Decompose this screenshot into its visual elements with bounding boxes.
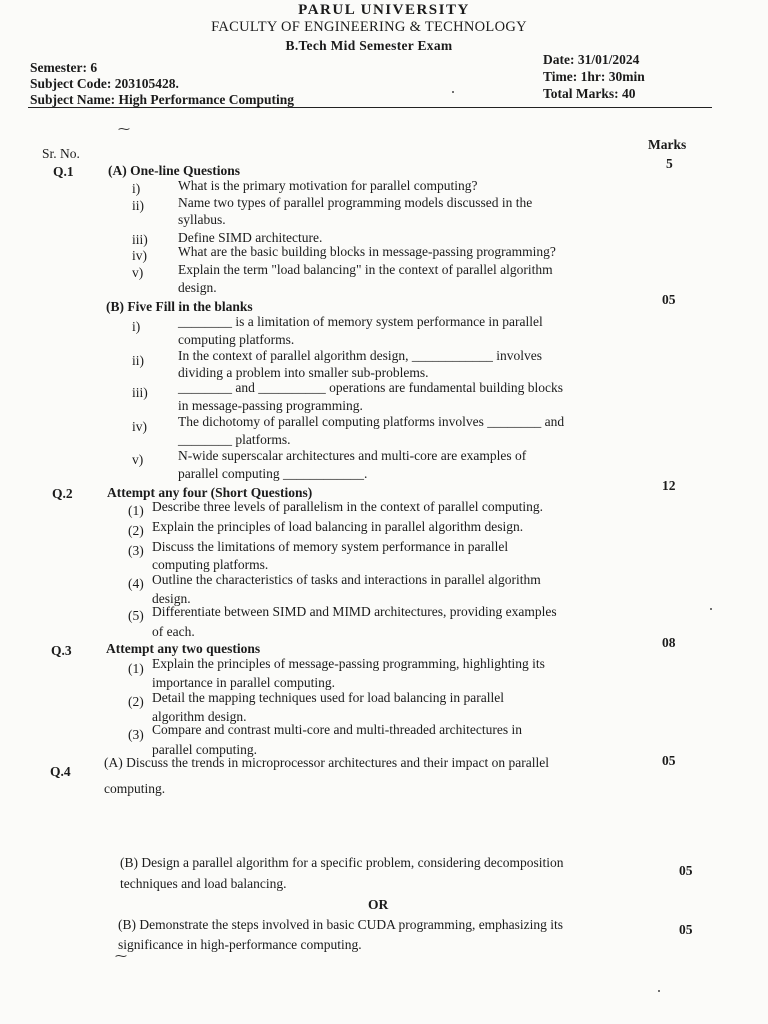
subject-name: Subject Name: High Performance Computing <box>30 92 294 107</box>
list-number: (1) <box>128 661 144 676</box>
list-item: Compare and contrast multi-core and multi-threaded architectures in <box>152 722 522 737</box>
exam-time: Time: 1hr: 30min <box>543 69 645 84</box>
pen-mark-icon: ⁓ <box>115 949 127 963</box>
list-item: Explain the term "load balancing" in the context of parallel algorithm <box>178 262 553 277</box>
list-item: What is the primary motivation for parallel computing? <box>178 178 478 193</box>
sr-no-heading: Sr. No. <box>42 146 80 161</box>
header-rule <box>28 107 712 108</box>
list-number: (5) <box>128 608 144 623</box>
semester: Semester: 6 <box>30 60 98 75</box>
list-item-cont: computing platforms. <box>178 332 295 347</box>
q4a-text-cont: computing. <box>104 781 166 796</box>
speck <box>452 91 454 93</box>
q2-marks: 12 <box>662 478 676 493</box>
q1a-marks: 5 <box>666 156 673 171</box>
q1-number: Q.1 <box>53 164 74 179</box>
list-number: iii) <box>132 232 148 247</box>
q4b1-text-cont: techniques and load balancing. <box>120 876 287 891</box>
exam-title: B.Tech Mid Semester Exam <box>285 38 453 53</box>
subject-code: Subject Code: 203105428. <box>30 76 179 91</box>
list-item: Detail the mapping techniques used for load balancing in parallel <box>152 690 505 705</box>
list-item: Describe three levels of parallelism in the context of parallel computing. <box>152 499 543 514</box>
q3-title: Attempt any two questions <box>106 641 261 656</box>
list-number: (1) <box>128 503 144 518</box>
q3-marks: 08 <box>662 635 676 650</box>
list-item: Explain the principles of message-passing programming, highlighting its <box>152 656 545 671</box>
q2-title: Attempt any four (Short Questions) <box>107 485 313 500</box>
list-number: (3) <box>128 727 144 742</box>
q4a-text: (A) Discuss the trends in microprocessor architectures and their impact on parallel <box>104 755 549 770</box>
marks-heading: Marks <box>648 137 687 152</box>
list-number: ii) <box>132 198 144 213</box>
list-item: Explain the principles of load balancing in parallel algorithm design. <box>152 519 524 534</box>
q4b2-text-cont: significance in high-performance computing. <box>118 937 362 952</box>
list-item-cont: importance in parallel computing. <box>152 675 335 690</box>
university-name: PARUL UNIVERSITY <box>298 2 470 18</box>
list-number: v) <box>132 452 144 467</box>
list-number: iv) <box>132 248 147 263</box>
list-item: What are the basic building blocks in message-passing programming? <box>178 244 556 259</box>
list-number: i) <box>132 181 141 196</box>
speck <box>658 990 660 992</box>
q4b1-text: (B) Design a parallel algorithm for a specific problem, considering decomposition <box>120 855 564 870</box>
list-number: iii) <box>132 385 148 400</box>
list-item: ________ and __________ operations are fundamental building blocks <box>178 380 564 395</box>
list-number: iv) <box>132 419 147 434</box>
q2-number: Q.2 <box>52 486 73 501</box>
list-number: i) <box>132 319 141 334</box>
q4b2-marks: 05 <box>679 922 693 937</box>
q4b1-marks: 05 <box>679 863 693 878</box>
list-item: Define SIMD architecture. <box>178 230 323 245</box>
list-item-cont: parallel computing ____________. <box>178 466 368 481</box>
list-item-cont: design. <box>178 280 217 295</box>
exam-date: Date: 31/01/2024 <box>543 52 640 67</box>
list-item: Discuss the limitations of memory system performance in parallel <box>152 539 509 554</box>
q1a-title: (A) One-line Questions <box>108 163 241 178</box>
list-number: (2) <box>128 694 144 709</box>
q1b-title: (B) Five Fill in the blanks <box>106 299 253 314</box>
list-item: Outline the characteristics of tasks and interactions in parallel algorithm <box>152 572 541 587</box>
q4-number: Q.4 <box>50 764 71 779</box>
list-item-cont: of each. <box>152 624 195 639</box>
list-item-cont: syllabus. <box>178 212 226 227</box>
list-item: Differentiate between SIMD and MIMD architectures, providing examples <box>152 604 557 619</box>
speck <box>710 608 712 610</box>
list-item: Name two types of parallel programming models discussed in the <box>178 195 533 210</box>
list-item: In the context of parallel algorithm design, ____________ involves <box>178 348 543 363</box>
q3-number: Q.3 <box>51 643 72 658</box>
or-separator: OR <box>368 897 389 912</box>
list-item-cont: computing platforms. <box>152 557 269 572</box>
q4b2-text: (B) Demonstrate the steps involved in basic CUDA programming, emphasizing its <box>118 917 564 932</box>
list-item-cont: ________ platforms. <box>178 432 291 447</box>
list-number: (4) <box>128 576 144 591</box>
list-item: N-wide superscalar architectures and multi-core are examples of <box>178 448 527 463</box>
list-item-cont: dividing a problem into smaller sub-problems. <box>178 365 429 380</box>
total-marks: Total Marks: 40 <box>543 86 636 101</box>
list-number: (3) <box>128 543 144 558</box>
pen-mark-icon: ⁓ <box>118 122 130 136</box>
list-item: The dichotomy of parallel computing platforms involves ________ and <box>178 414 565 429</box>
list-item-cont: in message-passing programming. <box>178 398 363 413</box>
q1b-marks: 05 <box>662 292 676 307</box>
list-item: ________ is a limitation of memory system performance in parallel <box>178 314 543 329</box>
list-number: v) <box>132 265 144 280</box>
faculty-name: FACULTY OF ENGINEERING & TECHNOLOGY <box>211 19 527 35</box>
list-item-cont: algorithm design. <box>152 709 247 724</box>
list-item-cont: parallel computing. <box>152 742 257 757</box>
list-number: ii) <box>132 353 144 368</box>
list-number: (2) <box>128 523 144 538</box>
q4a-marks: 05 <box>662 753 676 768</box>
list-item-cont: design. <box>152 591 191 606</box>
